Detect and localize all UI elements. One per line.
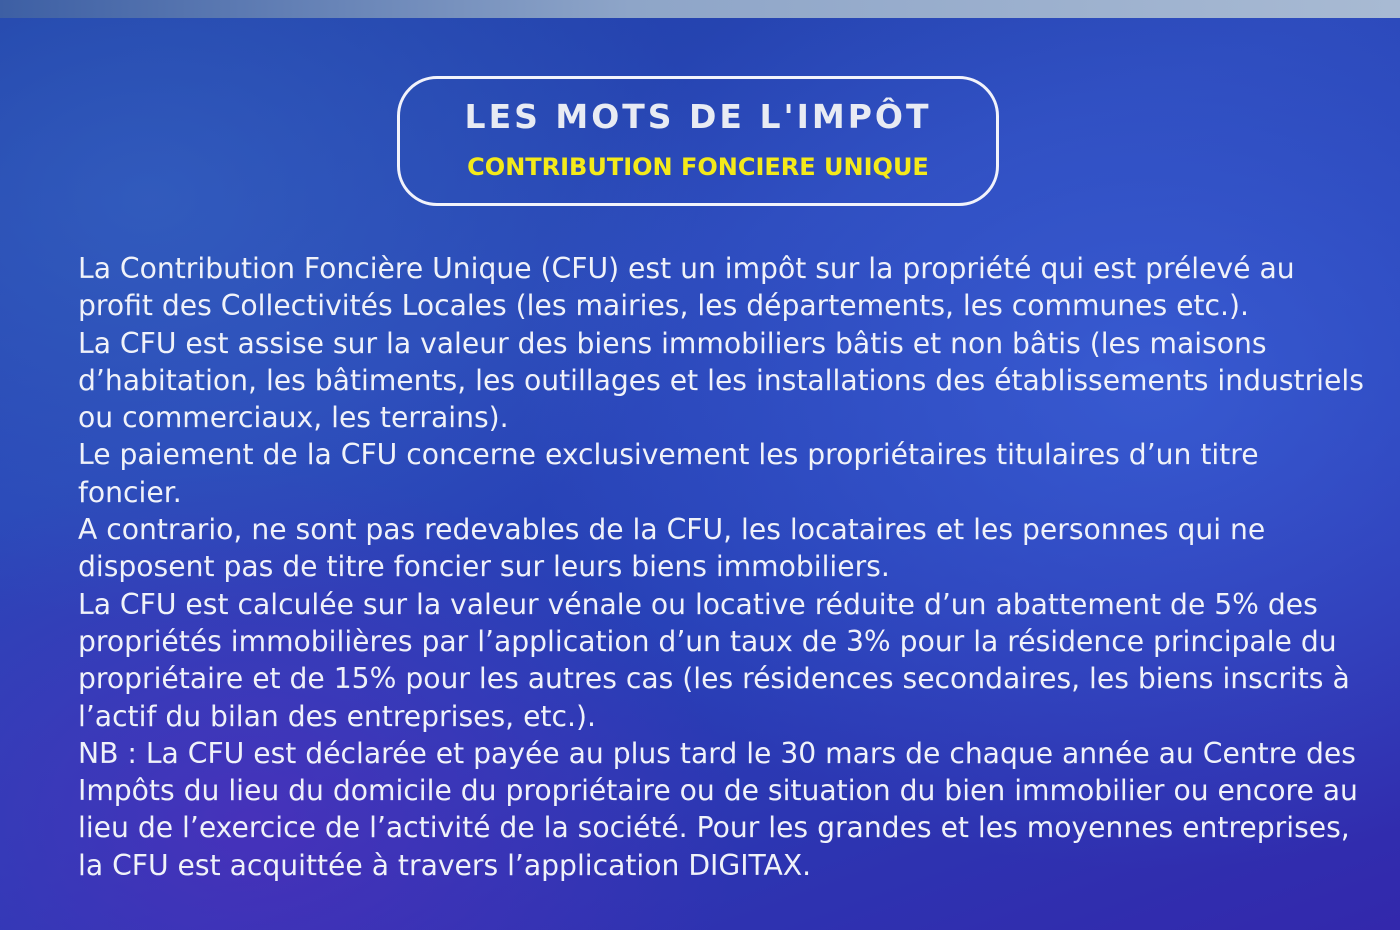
paragraph-redevables: Le paiement de la CFU concerne exclusivement les propriétaires titulaires d’un titre foncier. [78,438,1259,509]
page-subtitle: CONTRIBUTION FONCIERE UNIQUE [467,153,929,181]
paragraph-calcul: La CFU est calculée sur la valeur vénale ou locative réduite d’un abattement de 5% des propriétés immobilières par l’application d’un taux de 3% pour la résidence principale du propriétaire et de 15% pour les autres cas (les résidences secondaires, les biens inscrits à l’actif du bilan des entreprises, etc.). [78,587,1350,733]
article-body [78,250,1368,884]
paragraph-assiette: La CFU est assise sur la valeur des biens immobiliers bâtis et non bâtis (les maisons d’habitation, les bâtiments, les outillages et les installations des établissements industriels ou commerciaux, les terrains). [78,326,1364,435]
paragraph-nota-bene: NB : La CFU est déclarée et payée au plus tard le 30 mars de chaque année au Centre des Impôts du lieu du domicile du propriétaire ou de situation du bien immobilier ou encore au lieu de l’exercice de l’activité de la société. Pour les grandes et les moyennes entreprises, la CFU est acquittée à travers l’application DIGITAX. [78,736,1358,882]
top-banner-strip [0,0,1400,18]
title-badge [397,76,999,206]
paragraph-definition: La Contribution Foncière Unique (CFU) est un impôt sur la propriété qui est prélevé au profit des Collectivités Locales (les mairies, les départements, les communes etc.). [78,252,1295,323]
page-title: LES MOTS DE L'IMPÔT [464,97,932,136]
paragraph-non-redevables: A contrario, ne sont pas redevables de la CFU, les locataires et les personnes qui ne disposent pas de titre foncier sur leurs biens immobiliers. [78,513,1266,584]
